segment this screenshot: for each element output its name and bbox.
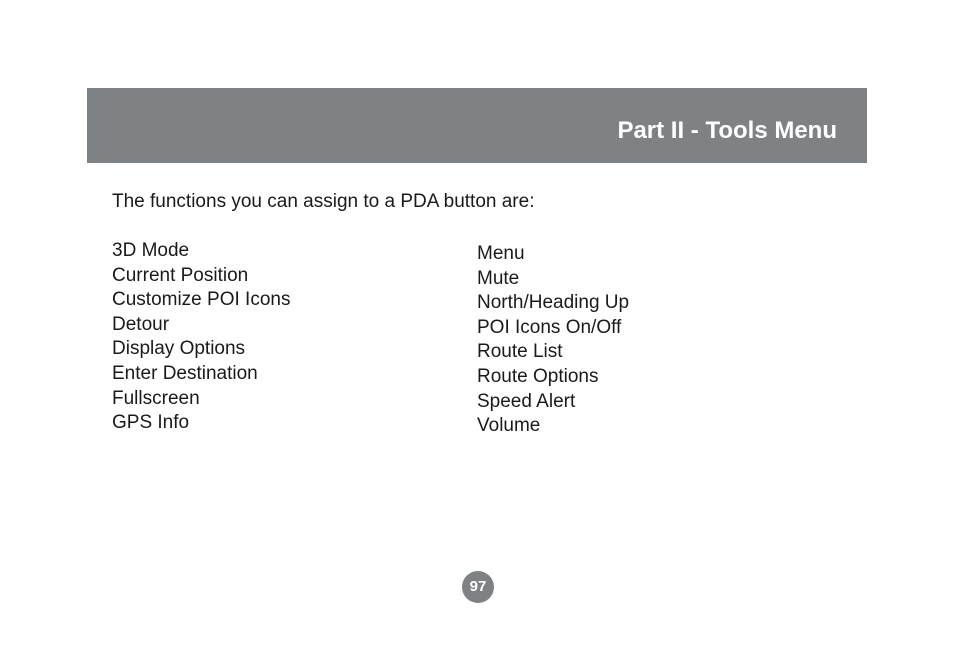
list-item: Detour [112, 313, 170, 335]
list-item: Menu [477, 243, 525, 264]
list-item: Current Position [112, 264, 249, 286]
intro-text: The functions you can assign to a PDA button are: [112, 191, 535, 212]
list-item: North/Heading Up [477, 292, 630, 314]
list-item: 3D Mode [112, 240, 190, 261]
list-item: GPS Info [112, 412, 190, 434]
list-item: Speed Alert [477, 390, 576, 412]
list-item: Display Options [112, 338, 246, 360]
list-item: Route Options [477, 365, 599, 387]
list-item: Route List [477, 341, 563, 363]
function-list-right [477, 243, 629, 440]
list-item: Enter Destination [112, 362, 258, 384]
list-item: Mute [477, 267, 520, 289]
section-title: Part II - Tools Menu [617, 117, 837, 144]
list-item: Volume [477, 415, 541, 437]
function-list-left [112, 240, 290, 437]
list-item: POI Icons On/Off [477, 316, 622, 338]
list-item: Customize POI Icons [112, 289, 291, 311]
list-item: Fullscreen [112, 387, 200, 409]
header-band [87, 88, 867, 163]
page-number-badge: 97 [462, 571, 494, 603]
